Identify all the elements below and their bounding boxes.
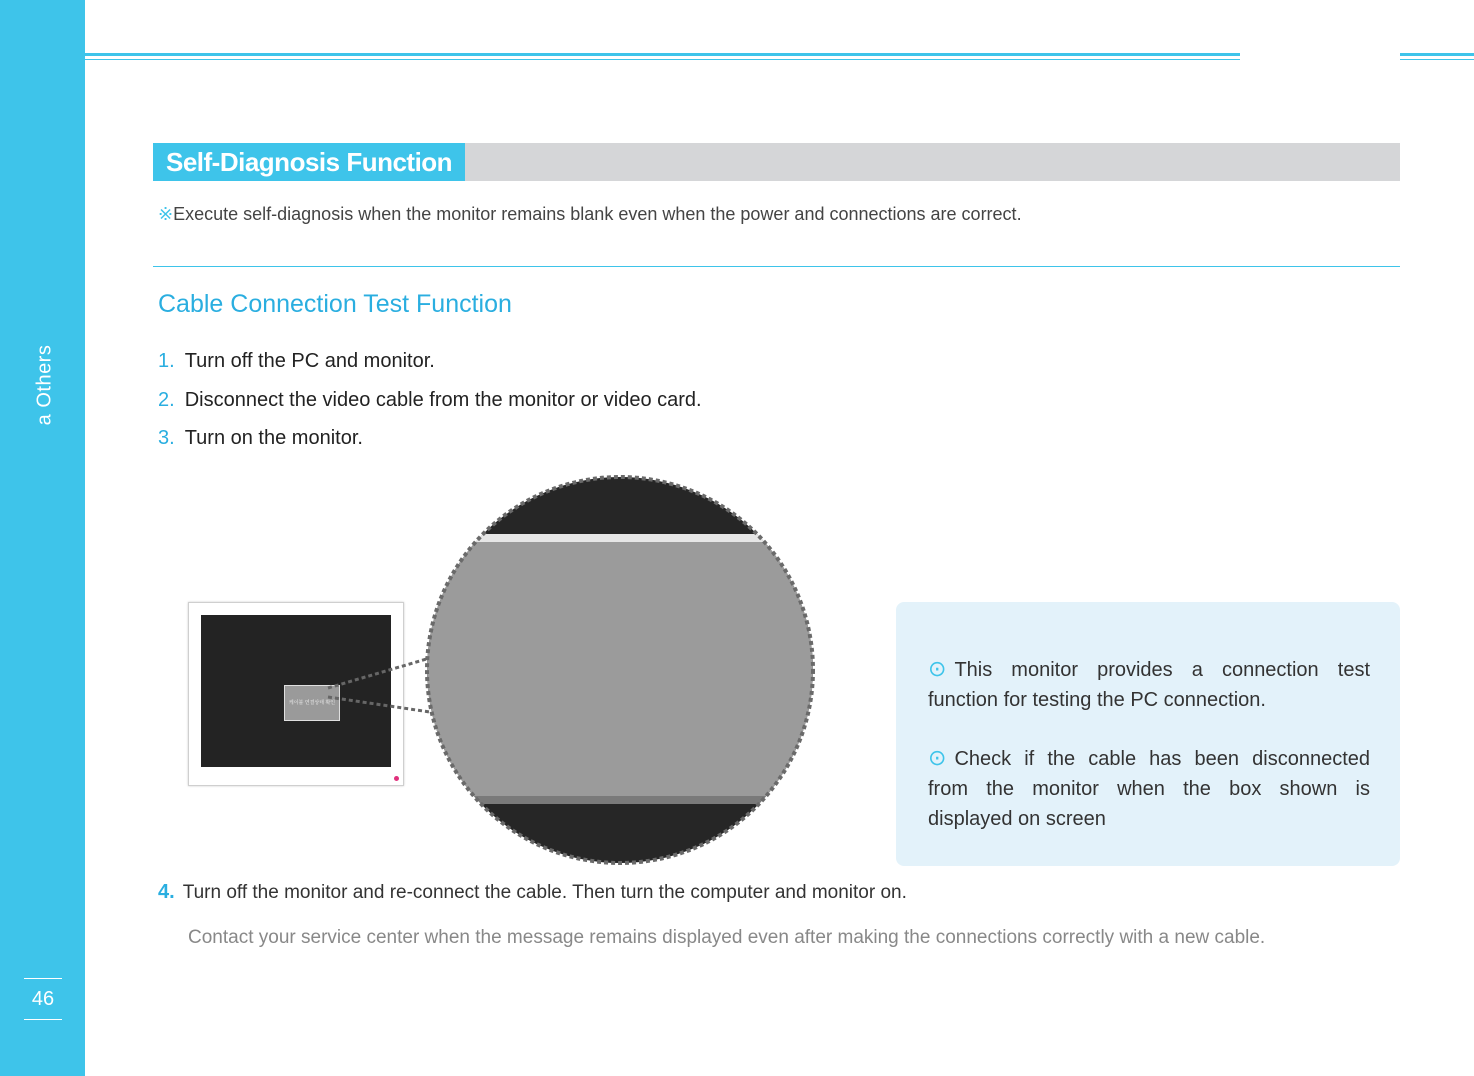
step-4-number: 4.	[158, 881, 175, 903]
target-bullet-icon: ⊙	[928, 656, 947, 681]
step-2-number: 2.	[158, 389, 175, 411]
section-title: Self-Diagnosis Function	[153, 143, 465, 181]
page-number: 46	[31, 988, 55, 1010]
zoom-line-top	[328, 658, 430, 688]
step-4	[158, 881, 907, 904]
step-3-text: Turn on the monitor.	[184, 427, 363, 449]
note-text: Execute self-diagnosis when the monitor remains blank even when the power and connections are correct.	[173, 204, 1022, 224]
step-1-text: Turn off the PC and monitor.	[184, 350, 435, 372]
header-rule-thin	[85, 59, 1240, 60]
note-mark: ※	[158, 204, 174, 224]
step-1	[158, 350, 435, 373]
page-number-top-line	[24, 978, 62, 979]
zoom-magnifier	[320, 470, 820, 870]
info-item-1	[928, 654, 1370, 715]
sidebar	[0, 0, 85, 1076]
section-note	[158, 204, 1022, 225]
zoom-content	[420, 470, 820, 870]
header-rule-right	[1400, 53, 1474, 56]
section-label: a Others	[33, 344, 56, 426]
step-1-number: 1.	[158, 350, 175, 372]
info-item-1-text: This monitor provides a connection test function for testing the PC connection.	[928, 659, 1370, 711]
step-2-text: Disconnect the video cable from the monitor or video card.	[184, 389, 702, 411]
header-rule-right-thin	[1400, 59, 1474, 60]
zoom-line-bottom	[328, 697, 430, 712]
subsection-title: Cable Connection Test Function	[158, 290, 512, 318]
diagnosis-message-box: 케이블 연결상태 확인	[284, 685, 340, 721]
page-number-bottom-line	[24, 1019, 62, 1020]
target-bullet-icon: ⊙	[928, 745, 947, 770]
step-2	[158, 389, 702, 412]
step-3-number: 3.	[158, 427, 175, 449]
step-4-text: Turn off the monitor and re-connect the cable. Then turn the computer and monitor on.	[182, 882, 907, 903]
step-4-subtext: Contact your service center when the message remains displayed even after making the connections correctly with a new cable.	[188, 927, 1266, 948]
info-box	[896, 602, 1400, 866]
section-divider	[153, 266, 1400, 267]
info-item-2	[928, 743, 1370, 834]
info-item-2-text: Check if the cable has been disconnected from the monitor when the box shown is displayed on screen	[928, 748, 1370, 830]
header-rule	[85, 53, 1240, 56]
step-3	[158, 427, 363, 450]
